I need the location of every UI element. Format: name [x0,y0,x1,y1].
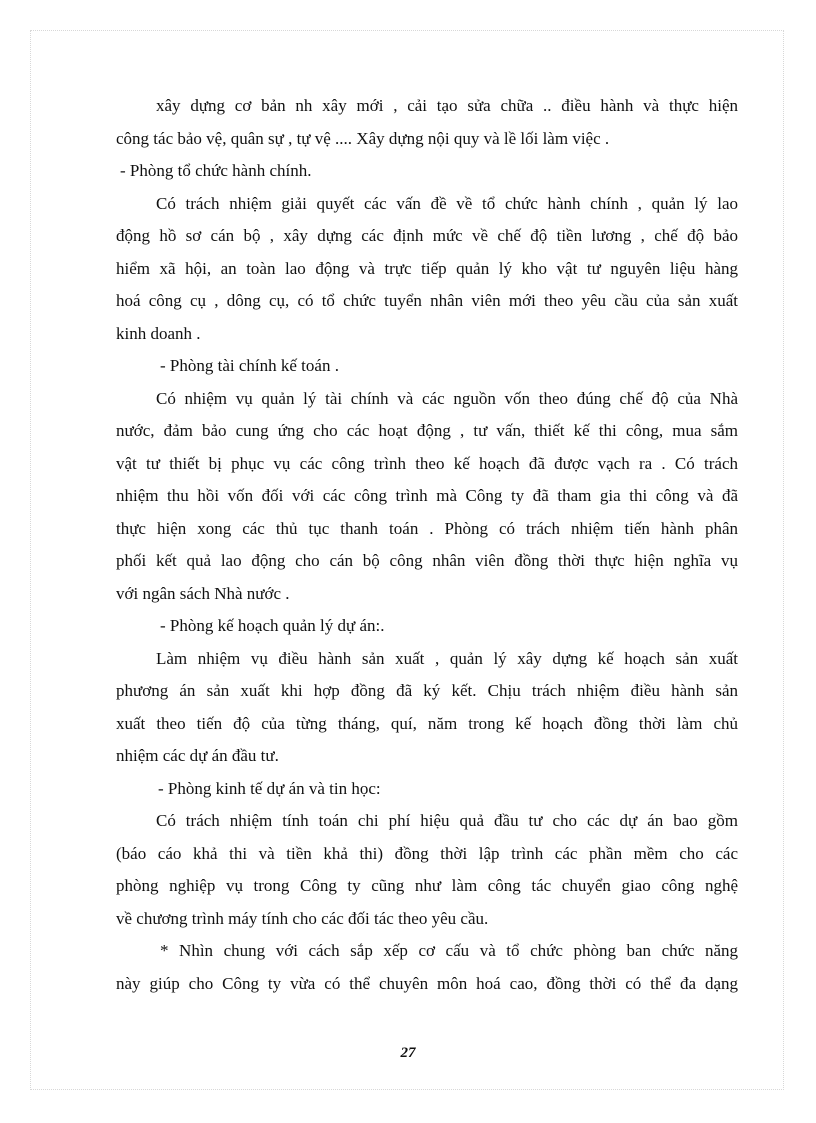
text-line: hiểm xã hội, an toàn lao động và trực tiếp quản lý kho vật tư nguyên liệu hàng [116,258,738,278]
section-heading: - Phòng tài chính kế toán . [160,356,339,375]
text-line: nhiệm các dự án đầu tư. [116,746,279,765]
text-line: nhiệm thu hồi vốn đối với các công trình mà Công ty đã tham gia thi công và đã [116,486,738,505]
text-line: phối kết quả lao động cho cán bộ công nhân viên đồng thời thực hiện nghĩa vụ [116,551,738,570]
text-line: công tác bảo vệ, quân sự , tự vệ .... Xây dựng nội quy và lề lối làm việc . [116,128,610,148]
document-body [116,90,738,1000]
page-number: 27 [400,1045,416,1061]
text-line: thực hiện xong các thủ tục thanh toán . Phòng có trách nhiệm tiến hành phân [116,518,738,538]
text-line: (báo cáo khả thi và tiền khả thi) đồng thời lập trình các phần mềm cho các [116,843,738,863]
text-line: động hồ sơ cán bộ , xây dựng các định mức về chế độ tiền lương , chế độ bảo [116,226,738,245]
text-line: Có nhiệm vụ quản lý tài chính và các nguồn vốn theo đúng chế độ của Nhà [156,388,738,408]
text-line: Có trách nhiệm tính toán chi phí hiệu quả đầu tư cho các dự án bao gồm [156,811,738,830]
text-line: Làm nhiệm vụ điều hành sản xuất , quản lý xây dựng kế hoạch sản xuất [156,648,738,668]
text-line: nước, đảm bảo cung ứng cho các hoạt động , tư vấn, thiết kế thi công, mua sắm [116,421,738,440]
text-line: phòng nghiệp vụ trong Công ty cũng như làm công tác chuyển giao công nghệ [116,876,738,895]
text-line: với ngân sách Nhà nước . [116,583,290,603]
text-line: kinh doanh . [116,323,201,343]
text-line: Có trách nhiệm giải quyết các vấn đề về tổ chức hành chính , quản lý lao [156,193,738,213]
text-line: hoá công cụ , dông cụ, có tổ chức tuyển nhân viên mới theo yêu cầu của sản xuất [116,291,738,310]
section-heading: - Phòng tổ chức hành chính. [120,161,312,180]
section-heading: - Phòng kinh tế dự án và tin học: [158,778,381,798]
text-line: xây dựng cơ bản nh xây mới , cải tạo sửa chữa .. điều hành và thực hiện [156,96,738,115]
text-line: về chương trình máy tính cho các đối tác theo yêu cầu. [116,908,489,928]
text-line: xuất theo tiến độ của từng tháng, quí, năm trong kế hoạch đồng thời làm chủ [116,713,738,733]
text-line: này giúp cho Công ty vừa có thể chuyên môn hoá cao, đồng thời có thể đa dạng [116,973,738,993]
text-line: * Nhìn chung với cách sắp xếp cơ cấu và tổ chức phòng ban chức năng [160,941,738,960]
section-heading: - Phòng kế hoạch quản lý dự án:. [160,616,385,635]
text-line: phương án sản xuất khi hợp đồng đã ký kết. Chịu trách nhiệm điều hành sản [116,681,738,700]
text-line: vật tư thiết bị phục vụ các công trình theo kế hoạch đã được vạch ra . Có trách [116,453,738,473]
